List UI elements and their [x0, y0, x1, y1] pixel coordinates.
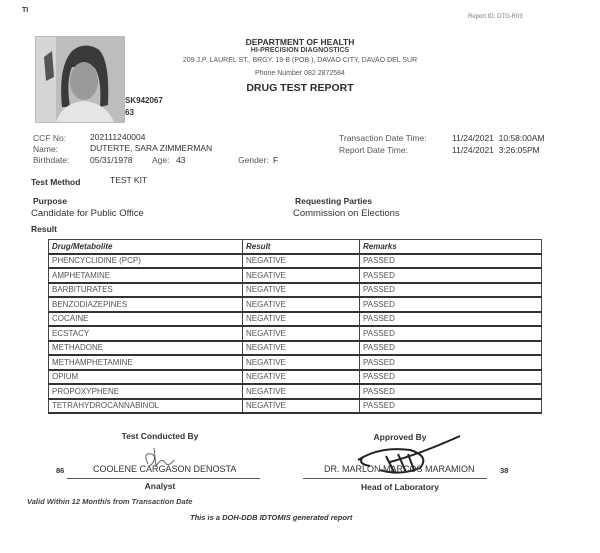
result-cell: NEGATIVE — [243, 254, 360, 269]
drug-cell: METHADONE — [49, 341, 243, 356]
table-row — [49, 370, 542, 385]
photo-number: 63 — [125, 108, 134, 117]
head-title: Head of Laboratory — [361, 482, 439, 492]
drug-cell: TETRAHYDROCANNABINOL — [49, 399, 243, 414]
report-date-value: 11/24/2021 3:26:05PM — [452, 145, 540, 155]
gender-value: F — [273, 155, 279, 165]
drug-cell: BARBITURATES — [49, 283, 243, 298]
name-value: DUTERTE, SARA ZIMMERMAN — [90, 143, 213, 153]
test-method-label: Test Method — [31, 177, 81, 187]
table-row — [49, 297, 542, 312]
result-cell: NEGATIVE — [243, 370, 360, 385]
remarks-cell: PASSED — [360, 370, 542, 385]
result-cell: NEGATIVE — [243, 384, 360, 399]
head-name: DR. MARLON MARCOS MARAMION — [324, 464, 475, 474]
head-number: 38 — [500, 466, 509, 475]
table-row — [49, 384, 542, 399]
table-row — [49, 312, 542, 327]
facility-phone: Phone Number 082 2872584 — [255, 70, 345, 77]
drug-cell: METHAMPHETAMINE — [49, 355, 243, 370]
ccf-value: 202111240004 — [90, 132, 146, 142]
generated-note: This is a DOH-DDB IDTOMIS generated report — [190, 513, 353, 522]
report-id: Report ID: DTG-R03 — [468, 14, 523, 20]
validity-note: Valid Within 12 Month/s from Transaction Date — [27, 497, 193, 506]
results-table — [48, 239, 542, 414]
remarks-cell: PASSED — [360, 297, 542, 312]
report-title: DRUG TEST REPORT — [246, 82, 354, 94]
requesting-label: Requesting Parties — [295, 196, 372, 206]
analyst-title: Analyst — [144, 481, 176, 491]
drug-cell: PROPOXYPHENE — [49, 384, 243, 399]
result-cell: NEGATIVE — [243, 326, 360, 341]
remarks-cell: PASSED — [360, 254, 542, 269]
drug-cell: PHENCYCLIDINE (PCP) — [49, 254, 243, 269]
facility-name: HI-PRECISION DIAGNOSTICS — [250, 47, 350, 54]
analyst-name: COOLENE CARGASON DENOSTA — [93, 464, 237, 474]
remarks-cell: PASSED — [360, 384, 542, 399]
table-row — [49, 355, 542, 370]
gender-label: Gender: — [238, 155, 269, 165]
test-method-value: TEST KIT — [110, 175, 148, 185]
facility-address: 209 J.P. LAUREL ST., BRGY. 19-B (POB.), DAVAO CITY, DAVAO DEL SUR — [182, 57, 418, 64]
column-header-remarks: Remarks — [360, 240, 542, 254]
age-label: Age: — [152, 155, 170, 165]
column-header-result: Result — [243, 240, 360, 254]
table-row — [49, 254, 542, 269]
table-row — [49, 268, 542, 283]
analyst-signature-line — [67, 478, 260, 479]
purpose-value: Candidate for Public Office — [31, 208, 144, 219]
table-row — [49, 283, 542, 298]
result-cell: NEGATIVE — [243, 283, 360, 298]
photo-code: SK942067 — [125, 96, 163, 105]
department-name: DEPARTMENT OF HEALTH — [245, 37, 355, 47]
remarks-cell: PASSED — [360, 341, 542, 356]
head-signature-line — [303, 478, 487, 479]
purpose-label: Purpose — [33, 196, 68, 206]
corner-code: TI — [22, 7, 29, 14]
drug-cell: OPIUM — [49, 370, 243, 385]
analyst-number: 86 — [56, 466, 65, 475]
table-row — [49, 341, 542, 356]
column-header-drug: Drug/Metabolite — [49, 240, 243, 254]
remarks-cell: PASSED — [360, 326, 542, 341]
requesting-value: Commission on Elections — [293, 208, 400, 219]
result-cell: NEGATIVE — [243, 399, 360, 414]
result-cell: NEGATIVE — [243, 312, 360, 327]
drug-cell: ECSTACY — [49, 326, 243, 341]
remarks-cell: PASSED — [360, 399, 542, 414]
table-header-row — [49, 240, 542, 254]
result-label: Result — [31, 224, 57, 234]
name-label: Name: — [33, 144, 59, 154]
result-cell: NEGATIVE — [243, 341, 360, 356]
result-cell: NEGATIVE — [243, 268, 360, 283]
result-cell: NEGATIVE — [243, 355, 360, 370]
approved-by-label: Approved By — [373, 432, 427, 442]
transaction-date-value: 11/24/2021 10:58:00AM — [452, 133, 545, 143]
remarks-cell: PASSED — [360, 312, 542, 327]
result-cell: NEGATIVE — [243, 297, 360, 312]
drug-cell: AMPHETAMINE — [49, 268, 243, 283]
transaction-date-label: Transaction Date Time: — [339, 133, 427, 143]
remarks-cell: PASSED — [360, 283, 542, 298]
table-row — [49, 326, 542, 341]
drug-cell: BENZODIAZEPINES — [49, 297, 243, 312]
age-value: 43 — [176, 155, 186, 165]
table-row — [49, 399, 542, 414]
birthdate-value: 05/31/1978 — [90, 155, 133, 165]
remarks-cell: PASSED — [360, 268, 542, 283]
ccf-label: CCF No: — [33, 133, 67, 143]
remarks-cell: PASSED — [360, 355, 542, 370]
drug-cell: COCAINE — [49, 312, 243, 327]
birthdate-label: Birthdate: — [33, 155, 70, 165]
report-date-label: Report Date Time: — [339, 145, 408, 155]
conducted-by-label: Test Conducted By — [121, 431, 199, 441]
